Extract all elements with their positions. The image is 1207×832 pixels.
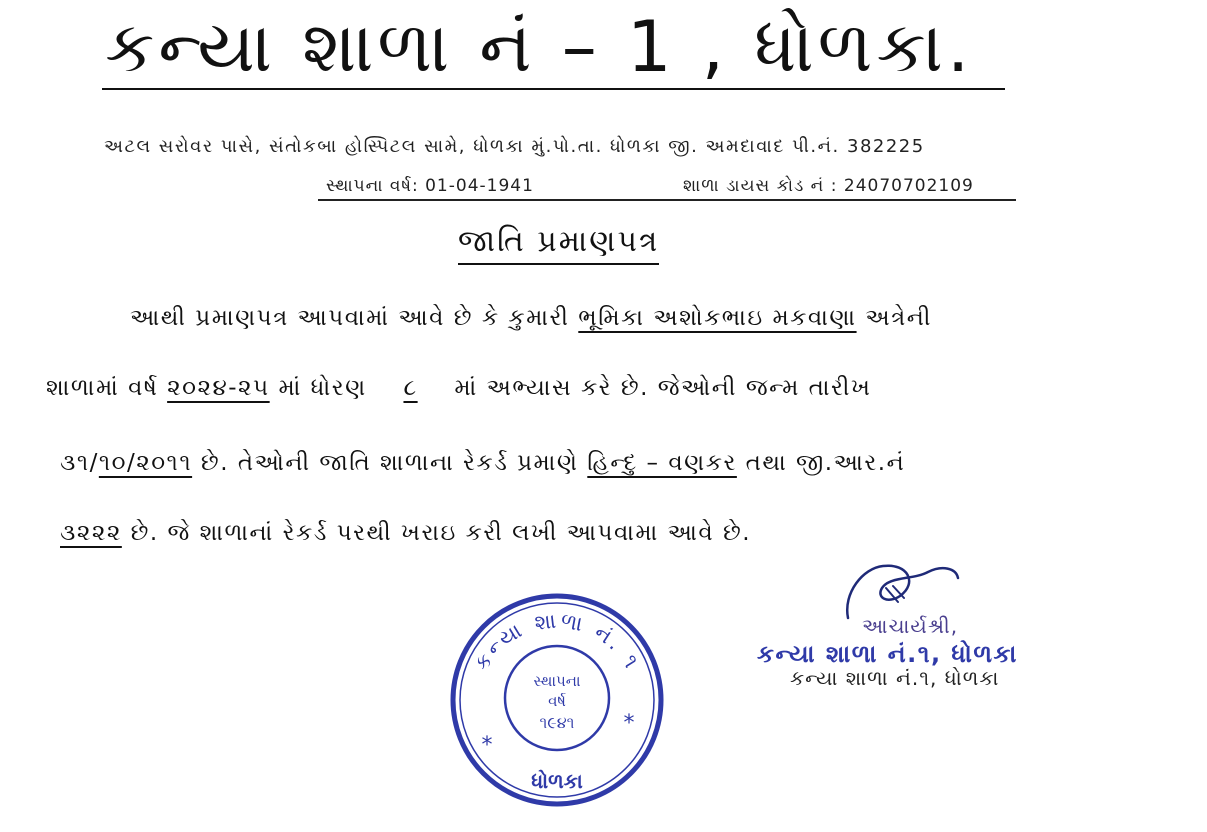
seal-star-right-icon: * — [623, 711, 635, 736]
seal-bottom-text: ધોળકા — [531, 769, 583, 793]
body-text: છે. તેઓની જાતિ શાળાના રેકર્ડ પ્રમાણે — [192, 450, 588, 476]
body-line-1 — [130, 305, 932, 331]
body-line-4 — [60, 520, 751, 546]
document-heading: જાતિ પ્રમાણપત્ર — [458, 224, 659, 265]
academic-year: ૨૦૨૪-૨૫ — [167, 375, 270, 401]
seal-inner-line-2: વર્ષ — [548, 692, 566, 710]
student-name: ભૂમિકા અશોકભાઇ મકવાણા — [578, 305, 857, 331]
principal-title: આચાર્યશ્રી, — [862, 614, 959, 638]
caste: હિન્દુ – વણકર — [587, 450, 737, 476]
body-text: આથી પ્રમાણપત્ર આપવામાં આવે છે કે કુમારી — [130, 305, 579, 331]
principal-school-name: કન્યા શાળા નં.૧, ધોળકા — [790, 666, 1000, 690]
body-text: અત્રેની — [856, 305, 933, 331]
seal-star-left-icon: * — [481, 733, 493, 758]
body-text: છે. જે શાળાનાં રેકર્ડ પરથી ખરાઇ કરી લખી આપવામા આવે છે. — [121, 520, 752, 546]
seal-outer-text: કન્યા શાળા નં. ૧ — [469, 608, 645, 675]
standard: ૮ — [403, 375, 418, 401]
birth-date-day: ૩૧/ — [60, 450, 99, 476]
body-text: માં અભ્યાસ કરે છે. જેઓની જન્મ તારીખ — [445, 375, 872, 401]
title-underline — [102, 88, 1005, 90]
school-title: કન્યા શાળા નં – 1 , ધોળકા. — [105, 6, 974, 88]
body-text: તથા જી.આર.નં — [736, 450, 906, 476]
school-seal — [447, 590, 667, 810]
seal-inner-year: ૧૯૪૧ — [539, 713, 575, 732]
school-address: અટલ સરોવર પાસે, સંતોકબા હોસ્પિટલ સામે, ધોળકા મું.પો.તા. ધોળકા જી. અમદાવાદ પી.નં. 382225 — [104, 136, 925, 157]
birth-date: ૧૦/૨૦૧૧ — [98, 450, 193, 476]
principal-stamp: કન્યા શાળા નં.૧, ધોળકા — [757, 640, 1018, 668]
gr-number: ૩૨૨૨ — [60, 520, 122, 546]
body-line-2 — [46, 375, 871, 401]
body-text: માં ધોરણ — [269, 375, 376, 401]
establishment-year: સ્થાપના વર્ષ: 01-04-1941 — [326, 176, 534, 196]
dise-code: શાળા ડાયસ કોડ નં : 24070702109 — [683, 176, 974, 196]
body-line-3 — [60, 450, 905, 476]
seal-inner-line-1: સ્થાપના — [533, 672, 581, 690]
body-text: શાળામાં વર્ષ — [46, 375, 168, 401]
meta-underline — [318, 199, 1016, 201]
